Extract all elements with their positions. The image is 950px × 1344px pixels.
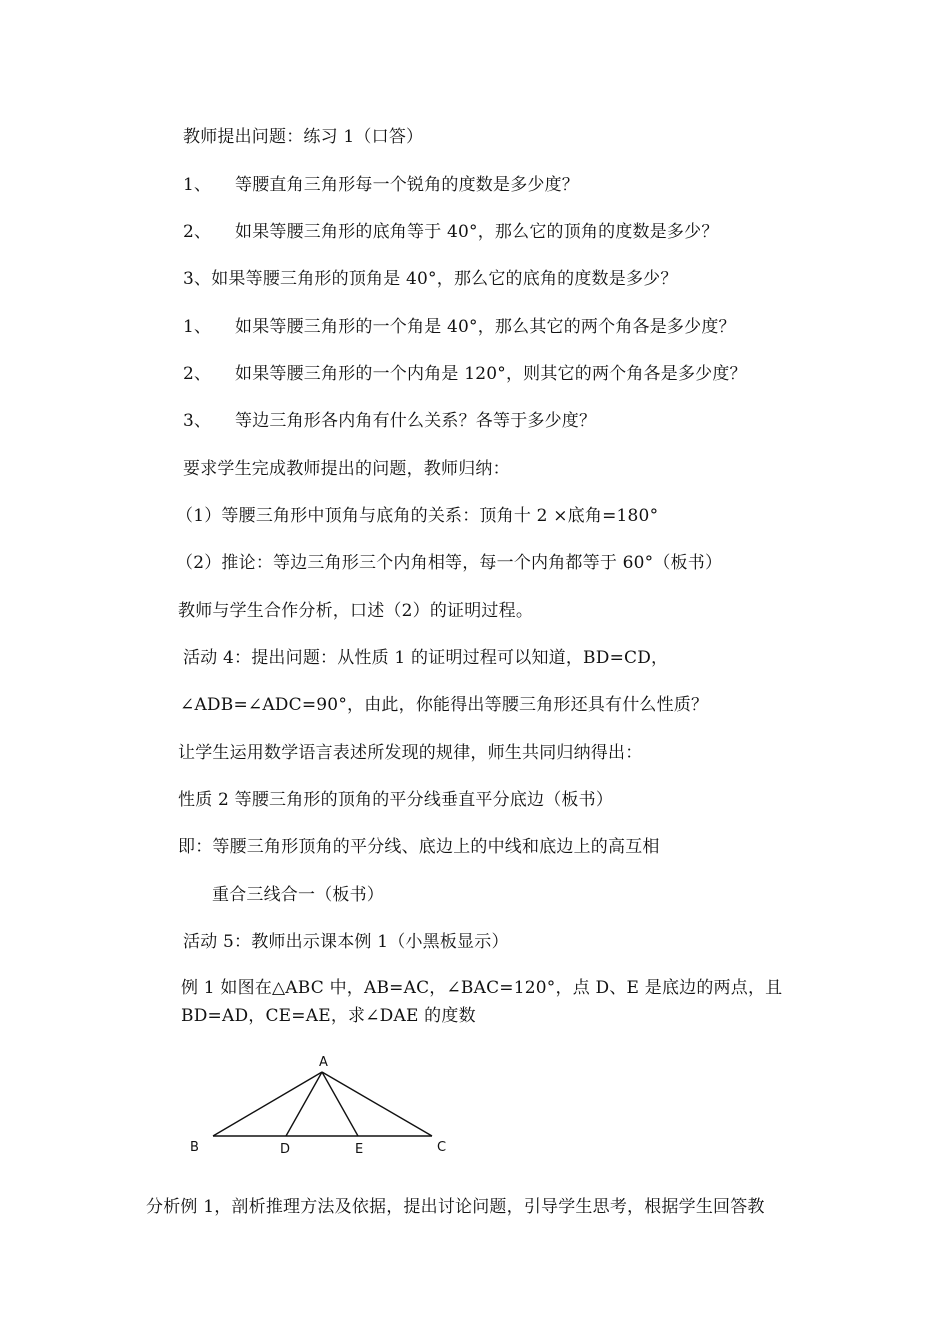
segment-ab xyxy=(213,1072,322,1136)
item-text: 等腰直角三角形每一个锐角的度数是多少度？ xyxy=(235,175,579,195)
text-line: 重合三线合一（板书） xyxy=(212,885,384,905)
exercise-item-1 xyxy=(183,174,579,196)
text-line: 分析例 1，剖析推理方法及依据，提出讨论问题，引导学生思考，根据学生回答教 xyxy=(146,1197,765,1217)
item-number: 2、 xyxy=(183,364,212,384)
segment-ac xyxy=(322,1072,432,1136)
item-text: 等边三角形各内角有什么关系？各等于多少度？ xyxy=(235,411,597,431)
exercise-item-5 xyxy=(183,363,747,385)
segment-ad xyxy=(286,1072,322,1136)
segment-ae xyxy=(322,1072,358,1136)
item-text: 如果等腰三角形的一个角是 40°，那么其它的两个角各是多少度？ xyxy=(235,317,736,337)
example-problem: 例 1 如图在△ABC 中，AB=AC，∠BAC=120°，点 D、E 是底边的两点，且 BD=AD，CE=AE，求∠DAE 的度数 xyxy=(181,978,783,1026)
exercise-item-2 xyxy=(183,221,719,243)
exercise-item-4 xyxy=(183,316,736,338)
item-number: 1、 xyxy=(183,175,212,195)
text-line: 即：等腰三角形顶角的平分线、底边上的中线和底边上的高互相 xyxy=(178,837,660,857)
text-line: 性质 2 等腰三角形的顶角的平分线垂直平分底边（板书） xyxy=(178,790,614,810)
label-b: B xyxy=(190,1140,199,1155)
text-line: 活动 5：教师出示课本例 1（小黑板显示） xyxy=(183,932,509,952)
text-line: 教师与学生合作分析，口述（2）的证明过程。 xyxy=(178,601,534,621)
label-d: D xyxy=(280,1142,291,1157)
text-line: 要求学生完成教师提出的问题，教师归纳： xyxy=(183,459,510,479)
text-line: （1）等腰三角形中顶角与底角的关系：顶角十 2 ×底角=180° xyxy=(176,506,659,526)
item-number: 1、 xyxy=(183,317,212,337)
text-line: 活动 4：提出问题：从性质 1 的证明过程可以知道，BD=CD， xyxy=(183,648,669,668)
item-text: 如果等腰三角形的底角等于 40°，那么它的顶角的度数是多少？ xyxy=(235,222,719,242)
item-text: 如果等腰三角形的一个内角是 120°，则其它的两个角各是多少度？ xyxy=(235,364,747,384)
exercise-item-6 xyxy=(183,410,596,432)
item-number: 3、 xyxy=(183,411,212,431)
label-e: E xyxy=(355,1142,364,1157)
label-a: A xyxy=(319,1055,328,1070)
text-line: ∠ADB=∠ADC=90°，由此，你能得出等腰三角形还具有什么性质？ xyxy=(180,695,709,715)
text-line: （2）推论：等边三角形三个内角相等，每一个内角都等于 60°（板书） xyxy=(176,553,723,573)
label-c: C xyxy=(437,1140,447,1155)
triangle-figure xyxy=(180,1050,460,1165)
text-line: 让学生运用数学语言表述所发现的规律，师生共同归纳得出： xyxy=(178,743,643,763)
text-line-intro: 教师提出问题：练习 1（口答） xyxy=(183,127,424,147)
exercise-item-3: 3、如果等腰三角形的顶角是 40°，那么它的底角的度数是多少？ xyxy=(183,269,678,289)
item-number: 2、 xyxy=(183,222,212,242)
